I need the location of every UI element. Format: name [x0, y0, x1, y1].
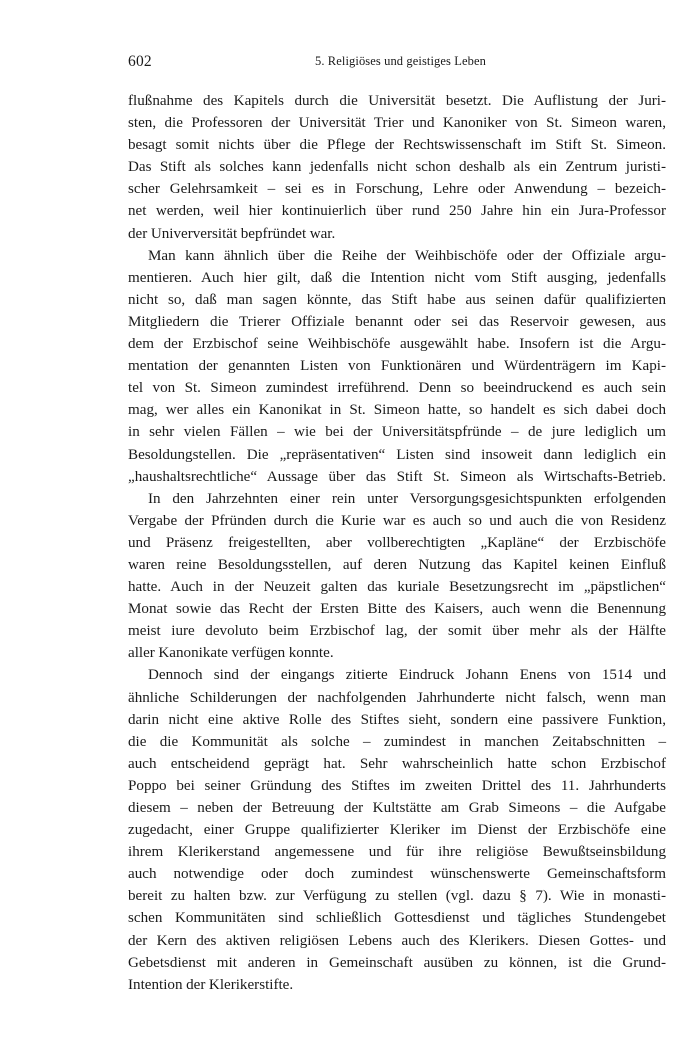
text-line: mentation der genannten Listen von Funktionären und Würdenträgern im Kapi-: [128, 358, 666, 375]
text-line: Das Stift als solches kann jedenfalls nicht schon deshalb als ein Zentrum juristi-: [128, 159, 666, 176]
text-line: Besoldungstellen. Die „repräsentativen“ Listen sind insoweit dann lediglich ein: [128, 446, 666, 463]
text-line: auch notwendige oder doch zumindest wünschenswerte Gemeinschaftsform: [128, 866, 666, 883]
text-line: auch entscheidend geprägt hat. Sehr wahrscheinlich hatte schon Erzbischof: [128, 755, 666, 772]
paragraph-4: [128, 664, 666, 995]
text-line: Intention der Klerikerstifte.: [128, 976, 294, 993]
text-line: schen Kommunitäten sind schließlich Gottesdienst und tägliches Stundengebet: [128, 910, 666, 927]
text-line: diesem – neben der Betreuung der Kultstätte am Grab Simeons – die Aufgabe: [128, 800, 666, 816]
text-line: Vergabe der Pfründen durch die Kurie war es auch so und auch die von Residenz: [128, 512, 666, 529]
text-line: Poppo bei seiner Gründung des Stiftes im zweiten Drittel des 11. Jahrhunderts: [128, 777, 666, 794]
text-line: zugedacht, einer Gruppe qualifizierter Kleriker im Dienst der Erzbischöfe eine: [128, 822, 666, 839]
page-number: 602: [128, 53, 152, 70]
text-line: Man kann ähnlich über die Reihe der Weihbischöfe oder der Offiziale argu-: [148, 247, 666, 264]
text-line: besagt somit nichts über die Pflege der Rechtswissenschaft im Stift St. Simeon.: [128, 137, 666, 154]
text-line: „haushaltsrechtliche“ Aussage über das Stift St. Simeon als Wirtschafts-Betrieb.: [128, 468, 666, 485]
text-line: meist iure devoluto beim Erzbischof lag, der somit über mehr als der Hälfte: [128, 623, 666, 640]
text-line: tel von St. Simeon zumindest irreführend. Denn so beeindruckend es auch sein: [128, 380, 666, 397]
text-line: hatte. Auch in der Neuzeit galten das kuriale Besetzungsrecht im „päpstlichen“: [128, 579, 666, 596]
text-line: darin nicht eine aktive Rolle des Stiftes sieht, sondern eine passivere Funktion,: [128, 711, 666, 728]
section-title: 5. Religiöses und geistiges Leben: [315, 54, 486, 68]
text-line: mentieren. Auch hier gilt, daß die Intention nicht vom Stift ausging, jedenfalls: [128, 269, 666, 286]
text-line: bereit zu halten bzw. zur Verfügung zu stellen (vgl. dazu § 7). Wie in monasti-: [128, 888, 666, 905]
text-line: ähnliche Schilderungen der nachfolgenden Jahrhunderte nicht falsch, wenn man: [128, 689, 666, 706]
text-line: aller Kanonikate verfügen konnte.: [128, 645, 334, 662]
text-line: mag, wer alles ein Kanonikat in St. Simeon hatte, so handelt es sich dabei doch: [128, 402, 666, 419]
text-line: Mitgliedern die Trierer Offiziale benannt oder sei das Reservoir gewesen, aus: [128, 313, 666, 330]
text-line: scher Gelehrsamkeit – sei es in Forschung, Lehre oder Anwendung – bezeich-: [128, 181, 666, 198]
text-line: ihrem Klerikerstand angemessene und für ihre religiöse Bewußtseinsbildung: [128, 844, 666, 861]
text-line: sten, die Professoren der Universität Trier und Kanoniker von St. Simeon waren,: [128, 115, 666, 132]
paragraph-3: [128, 488, 666, 665]
running-head: [128, 53, 666, 73]
text-line: dem der Erzbischof seine Weihbischöfe ausgewählt habe. Insofern ist die Argu-: [128, 336, 666, 353]
body-text: [128, 90, 666, 996]
text-line: Dennoch sind der eingangs zitierte Eindruck Johann Enens von 1514 und: [148, 667, 666, 684]
paragraph-1: [128, 90, 666, 245]
text-line: Monat sowie das Recht der Ersten Bitte des Kaisers, auch wenn die Benennung: [128, 601, 666, 618]
text-line: Gebetsdienst mit anderen in Gemeinschaft ausüben zu können, ist die Grund-: [128, 954, 666, 971]
text-line: net werden, weil hier kontinuierlich über rund 250 Jahre hin ein Jura-Professor: [128, 203, 666, 220]
text-line: flußnahme des Kapitels durch die Universität besetzt. Die Auflistung der Juri-: [128, 93, 666, 109]
text-line: In den Jahrzehnten einer rein unter Versorgungsgesichtspunkten erfolgenden: [148, 490, 666, 507]
text-line: der Univerversität bepfründet war.: [128, 225, 336, 242]
text-line: die die Kommunität als solche – zumindest in manchen Zeitabschnitten –: [128, 733, 666, 750]
paragraph-2: [128, 245, 666, 488]
text-line: und Präsenz freigestellten, aber vollberechtigten „Kapläne“ der Erzbischöfe: [128, 534, 666, 551]
text-line: nicht so, daß man sagen könnte, das Stift habe aus seinen dafür qualifizierten: [128, 291, 666, 308]
text-line: in sehr vielen Fällen – wie bei der Universitätspfründe – de jure lediglich um: [128, 424, 666, 441]
text-line: der Kern des aktiven religiösen Lebens auch des Klerikers. Diesen Gottes- und: [128, 932, 666, 949]
text-line: waren reine Besoldungsstellen, auf deren Nutzung das Kapitel keinen Einfluß: [128, 556, 666, 573]
